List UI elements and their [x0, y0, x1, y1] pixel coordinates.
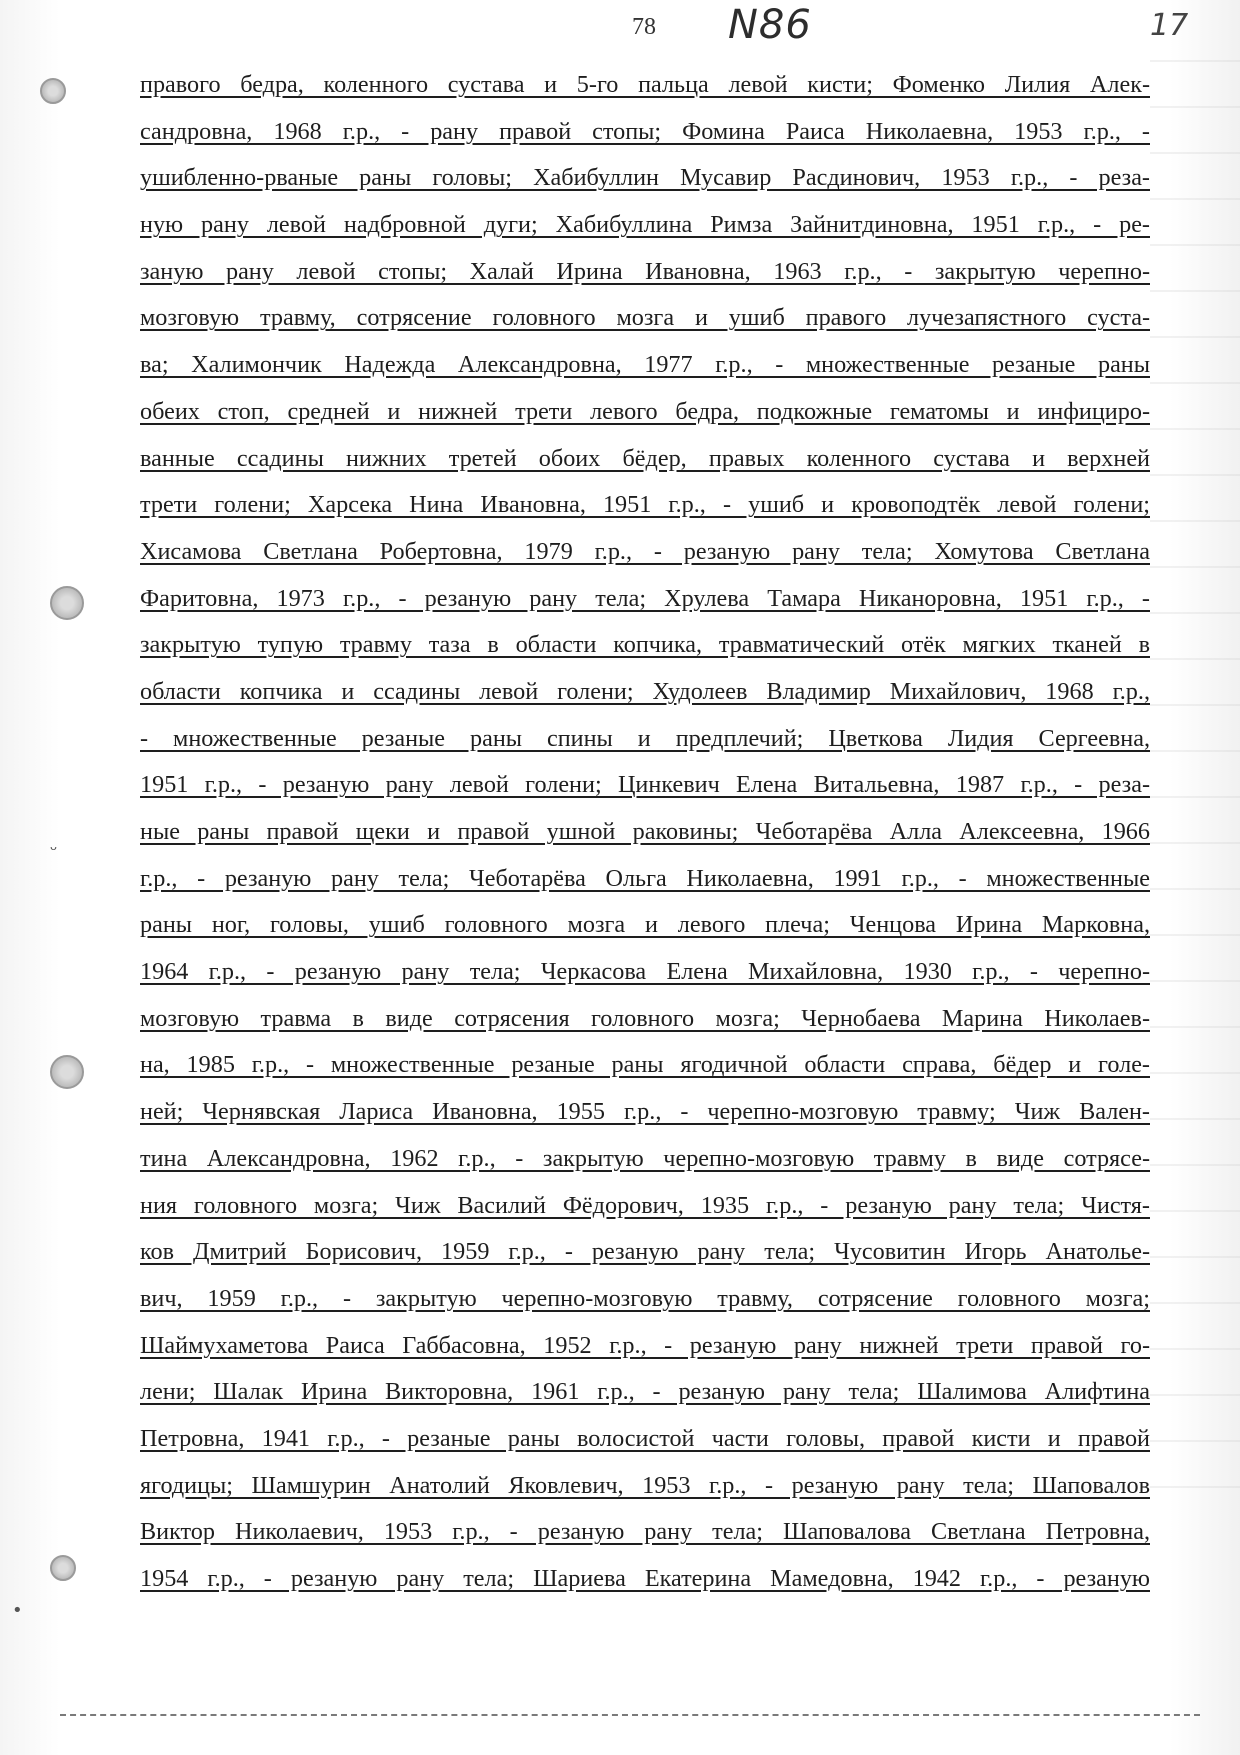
body-line: ягодицы; Шамшурин Анатолий Яковлевич, 1953 г.р., - резаную рану тела; Шаповалов: [140, 1471, 1150, 1499]
body-line: раны ног, головы, ушиб головного мозга и левого плеча; Ченцова Ирина Марковна,: [140, 911, 1150, 939]
body-line: сандровна, 1968 г.р., - рану правой стопы; Фомина Раиса Николаевна, 1953 г.р., -: [140, 117, 1150, 145]
body-line: правого бедра, коленного сустава и 5-го пальца левой кисти; Фоменко Лилия Алек-: [140, 71, 1150, 98]
body-line: г.р., - резаную рану тела; Чеботарёва Ольга Николаевна, 1991 г.р., - множественные: [140, 864, 1150, 892]
body-line: на, 1985 г.р., - множественные резаные раны ягодичной области справа, бёдер и голе-: [140, 1051, 1150, 1079]
body-line: Фаритовна, 1973 г.р., - резаную рану тела; Хрулева Тамара Никаноровна, 1951 г.р., -: [140, 584, 1150, 612]
body-line: закрытую тупую травму таза в области копчика, травматический отёк мягких тканей в: [140, 631, 1150, 659]
body-line: 1954 г.р., - резаную рану тела; Шариева Екатерина Мамедовна, 1942 г.р., - резаную: [140, 1565, 1150, 1592]
body-line: Шаймухаметова Раиса Габбасовна, 1952 г.р., - резаную рану нижней трети правой го-: [140, 1331, 1150, 1359]
body-line: ванные ссадины нижних третей обоих бёдер, правых коленного сустава и верхней: [140, 444, 1150, 472]
scan-speck-icon: •: [12, 1600, 23, 1621]
body-line: Хисамова Светлана Робертовна, 1979 г.р., - резаную рану тела; Хомутова Светлана: [140, 537, 1150, 565]
scan-speck-icon: ᵕ: [50, 840, 58, 861]
body-line: - множественные резаные раны спины и предплечий; Цветкова Лидия Сергеевна,: [140, 724, 1150, 752]
handwritten-label: N86: [728, 2, 812, 48]
scan-edge-divider: [60, 1714, 1200, 1716]
body-line: Виктор Николаевич, 1953 г.р., - резаную рану тела; Шаповалова Светлана Петровна,: [140, 1518, 1150, 1546]
bleed-through-shadow: [1150, 60, 1240, 1500]
body-line: обеих стоп, средней и нижней трети левого бедра, подкожные гематомы и инфициро-: [140, 397, 1150, 425]
body-line: ушибленно-рваные раны головы; Хабибуллин Мусавир Расдинович, 1953 г.р., - реза-: [140, 164, 1150, 192]
document-body: [140, 62, 1150, 1603]
body-line: мозговую травму, сотрясение головного мозга и ушиб правого лучезапястного суста-: [140, 304, 1150, 332]
body-line: лени; Шалак Ирина Викторовна, 1961 г.р., - резаную рану тела; Шалимова Алифтина: [140, 1378, 1150, 1406]
body-line: 1964 г.р., - резаную рану тела; Черкасова Елена Михайловна, 1930 г.р., - черепно-: [140, 958, 1150, 986]
body-line: ную рану левой надбровной дуги; Хабибуллина Римза Зайнитдиновна, 1951 г.р., - ре-: [140, 211, 1150, 239]
body-line: области копчика и ссадины левой голени; Худолеев Владимир Михайлович, 1968 г.р.,: [140, 677, 1150, 705]
body-line: ков Дмитрий Борисович, 1959 г.р., - резаную рану тела; Чусовитин Игорь Анатолье-: [140, 1238, 1150, 1266]
page-number: 78: [632, 14, 656, 40]
body-line: ния головного мозга; Чиж Василий Фёдорович, 1935 г.р., - резаную рану тела; Чистя-: [140, 1191, 1150, 1219]
body-line: мозговую травма в виде сотрясения головного мозга; Чернобаева Марина Николаев-: [140, 1004, 1150, 1032]
body-line: трети голени; Харсека Нина Ивановна, 1951 г.р., - ушиб и кровоподтёк левой голени;: [140, 491, 1150, 519]
body-line: заную рану левой стопы; Халай Ирина Ивановна, 1963 г.р., - закрытую черепно-: [140, 257, 1150, 285]
punch-hole-icon: [50, 586, 84, 620]
corner-mark: 17: [1150, 8, 1189, 43]
body-line: 1951 г.р., - резаную рану левой голени; Цинкевич Елена Витальевна, 1987 г.р., - реза-: [140, 771, 1150, 799]
body-line: Петровна, 1941 г.р., - резаные раны волосистой части головы, правой кисти и правой: [140, 1424, 1150, 1452]
punch-hole-icon: [50, 1055, 84, 1089]
punch-hole-icon: [50, 1555, 76, 1581]
punch-hole-icon: [40, 78, 66, 104]
body-line: вич, 1959 г.р., - закрытую черепно-мозговую травму, сотрясение головного мозга;: [140, 1284, 1150, 1312]
body-line: ва; Халимончик Надежда Александровна, 1977 г.р., - множественные резаные раны: [140, 351, 1150, 379]
body-line: тина Александровна, 1962 г.р., - закрытую черепно-мозговую травму в виде сотрясе-: [140, 1144, 1150, 1172]
body-line: ные раны правой щеки и правой ушной раковины; Чеботарёва Алла Алексеевна, 1966: [140, 818, 1150, 845]
body-line: ней; Чернявская Лариса Ивановна, 1955 г.р., - черепно-мозговую травму; Чиж Вален-: [140, 1098, 1150, 1126]
